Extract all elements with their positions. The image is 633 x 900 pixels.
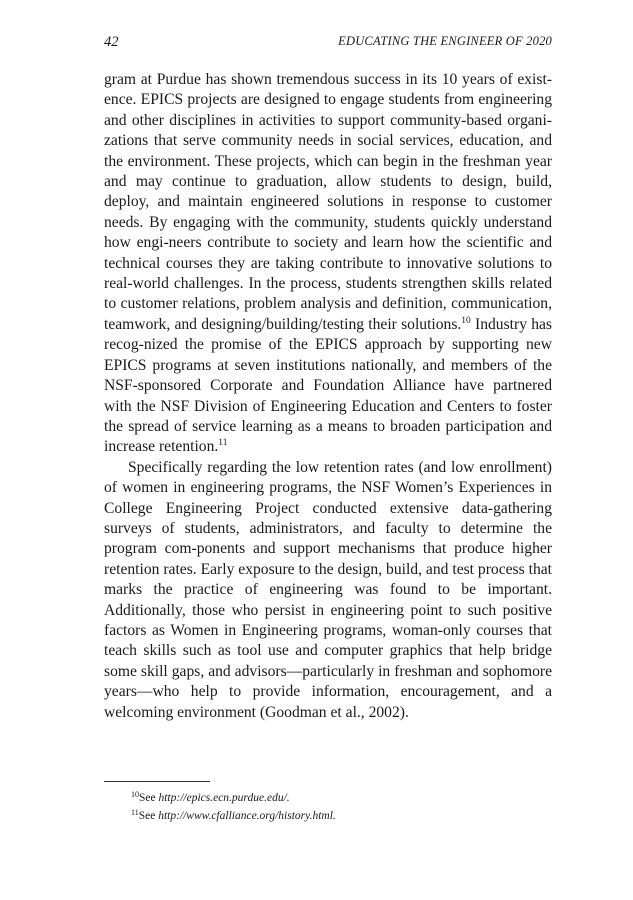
paragraph-epics-text-2: Industry has recog-nized the promise of the EPICS approach by supporting new EPICS programs at seven institutions nationally, and members of the NSF-sponsored Corporate and Foundation Alliance have partnered with the NSF Division of Engineering Education and Centers to foster the spread of service learning as a means to broaden participation and increase retention. [104, 315, 552, 456]
footnote-ref-10: 10 [461, 315, 471, 326]
paragraph-women-retention: Specifically regarding the low retention rates (and low enrollment) of women in engineering programs, the NSF Women’s Experiences in College Engineering Project conducted extensive data-gathering surveys of students, administrators, and faculty to determine the program com-ponents and support mechanisms that produce higher retention rates. Early exposure to the design, build, and test process that marks the practice of engineering was found to be important. Additionally, those who persist in engineering point to such positive factors as Women in Engineering programs, woman-only courses that teach skills such as tool use and computer graphics that help bridge some skill gaps, and advisors—particularly in freshman and sophomore years—who help to provide information, encouragement, and a welcoming environment (Goodman et al., 2002). [104, 458, 552, 721]
paragraph-epics [104, 70, 552, 458]
footnote-11 [131, 807, 551, 825]
running-head [104, 34, 552, 56]
page-number: 42 [104, 34, 119, 50]
footnote-url-link[interactable]: http://epics.ecn.purdue.edu/. [158, 792, 290, 804]
paragraph-epics-text-1: gram at Purdue has shown tremendous success in its 10 years of exist-ence. EPICS projects are designed to engage students from engineering and other disciplines in activities to support community-based organi-zations that serve community needs in social services, education, and the environment. These projects, which can begin in the freshman year and may continue to graduation, allow students to design, build, deploy, and maintain engineered solutions in response to customer needs. By engaging with the community, students quickly understand how engi-neers contribute to society and learn how the scientific and technical courses they are taking contribute to innovative solutions to real-world challenges. In the process, students strengthen skills related to customer relations, problem analysis and definition, communication, teamwork, and designing/building/testing their solutions. [104, 71, 552, 333]
footnote-prefix: See [139, 792, 159, 804]
footnote-ref-11: 11 [218, 438, 228, 449]
footnote-url-link[interactable]: http://www.cfalliance.org/history.html. [158, 810, 336, 822]
footnote-prefix: See [138, 810, 159, 822]
footnote-rule [104, 781, 210, 782]
footnote-number: 11 [131, 808, 139, 817]
footnotes [131, 789, 551, 825]
footnote-number: 10 [131, 790, 139, 799]
running-title: EDUCATING THE ENGINEER OF 2020 [338, 34, 552, 48]
footnote-10 [131, 789, 551, 807]
body-text [104, 70, 552, 723]
